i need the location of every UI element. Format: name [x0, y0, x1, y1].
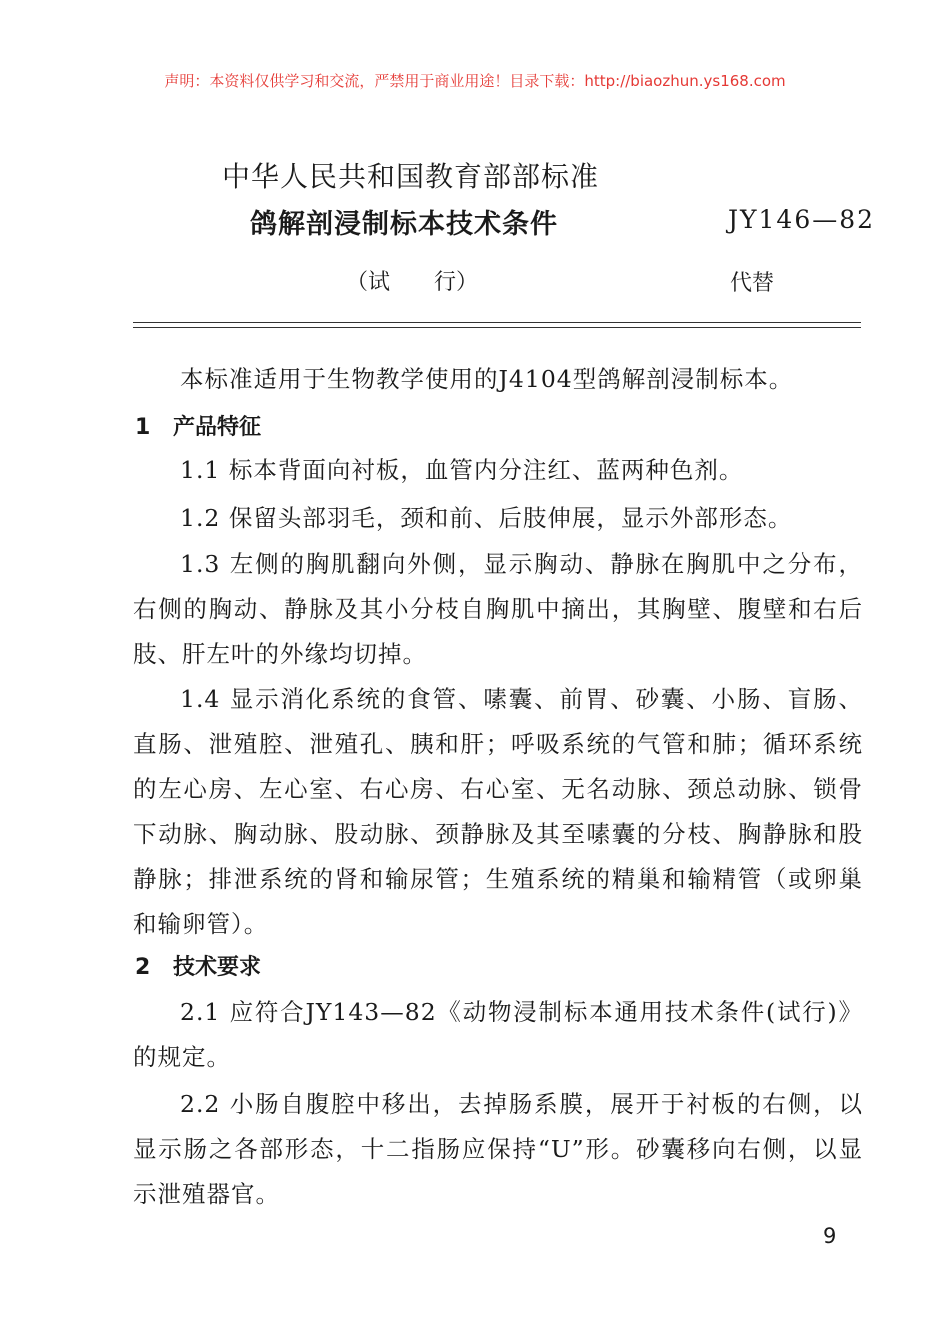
section-number: 1	[135, 415, 151, 440]
clause-1-2: 1.2 保留头部羽毛，颈和前、后肢伸展，显示外部形态。	[180, 504, 793, 532]
intro-paragraph: 本标准适用于生物教学使用的J4104型鸽解剖浸制标本。	[180, 365, 794, 393]
replaces-label: 代替	[730, 271, 775, 296]
clause-2-1: 2.1 应符合JY143—82《动物浸制标本通用技术条件(试行)》的规定。	[133, 998, 863, 1071]
header-divider-top	[133, 322, 861, 323]
standard-code: JY146—82	[728, 205, 876, 234]
disclaimer-banner: 声明：本资料仅供学习和交流，严禁用于商业用途！目录下载：http://biaozhun.ys168.com	[164, 72, 786, 90]
section-number: 2	[135, 955, 151, 980]
clause-1-3: 1.3 左侧的胸肌翻向外侧，显示胸动、静脉在胸肌中之分布，右侧的胸动、静脉及其小分枝自胸肌中摘出，其胸壁、腹壁和右后肢、肝左叶的外缘均切掉。	[133, 550, 863, 668]
page-number: 9	[823, 1224, 837, 1248]
clause-2-2: 2.2 小肠自腹腔中移出，去掉肠系膜，展开于衬板的右侧，以显示肠之各部形态，十二指肠应保持“U”形。砂囊移向右侧，以显示泄殖器官。	[133, 1090, 863, 1208]
section-title: 产品特征	[173, 415, 262, 440]
section-heading-1	[135, 410, 261, 441]
header-divider-bottom	[133, 327, 861, 328]
clause-1-4: 1.4 显示消化系统的食管、嗉囊、前胃、砂囊、小肠、盲肠、直肠、泄殖腔、泄殖孔、胰和肝；呼吸系统的气管和肺；循环系统的左心房、左心室、右心房、右心室、无名动脉、颈总动脉、锁骨下动脉、胸动脉、股动脉、颈静脉及其至嗉囊的分枝、胸静脉和股静脉；排泄系统的肾和输尿管；生殖系统的精巢和输精管（或卵巢和输卵管）。	[133, 685, 863, 938]
doc-status: （试 行）	[346, 270, 479, 295]
clause-1-1: 1.1 标本背面向衬板，血管内分注红、蓝两种色剂。	[180, 456, 744, 484]
section-title: 技术要求	[173, 955, 262, 980]
org-title: 中华人民共和国教育部部标准	[222, 160, 600, 193]
doc-title: 鸽解剖浸制标本技术条件	[250, 209, 558, 240]
section-heading-2	[135, 950, 261, 981]
